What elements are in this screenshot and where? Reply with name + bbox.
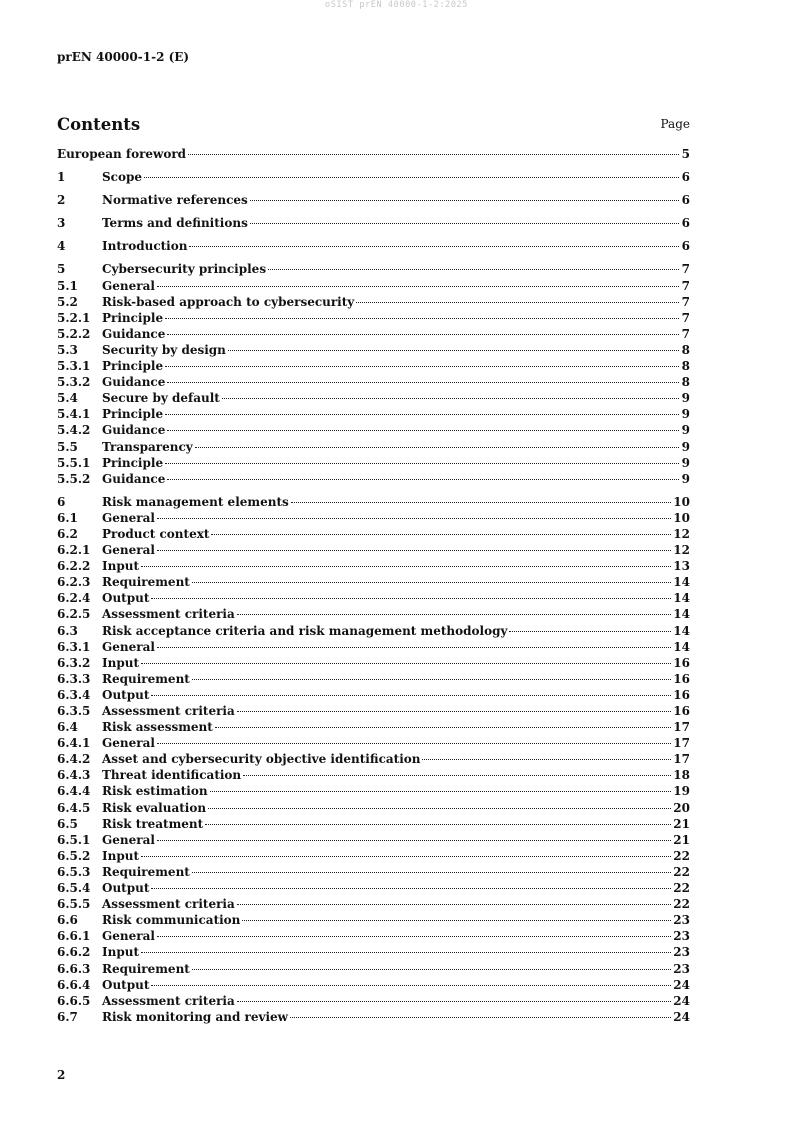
toc-entry-number: 6.6.2 [57,945,91,960]
toc-entry-title: Risk acceptance criteria and risk management methodology [102,623,508,638]
toc-leader-dots [237,711,672,712]
toc-leader-dots [165,414,679,415]
toc-entry-page: 17 [673,720,690,735]
toc-entry-page: 7 [681,310,690,325]
toc-entry-number: 5.3 [57,342,78,357]
toc-entry-page: 9 [681,423,690,438]
toc-leader-dots [167,479,679,480]
toc-entry-number: 6.5.5 [57,897,91,912]
toc-leader-dots [167,334,679,335]
toc-entry[interactable] [57,440,690,456]
toc-entry-number: 5.5 [57,439,78,454]
toc-entry-page: 8 [681,375,690,390]
toc-entry-page: 9 [681,439,690,454]
toc-leader-dots [192,872,671,873]
toc-entry-title: Input [102,848,139,863]
toc-leader-dots [215,727,671,728]
toc-entry-page: 22 [673,848,690,863]
toc-entry[interactable] [57,962,690,978]
toc-entry-title: General [102,278,155,293]
toc-entry-page: 18 [673,768,690,783]
toc-leader-dots [268,269,679,270]
toc-entry[interactable] [57,472,690,488]
toc-entry-number: 6.3.3 [57,671,91,686]
toc-entry-title: Product context [102,526,210,541]
toc-entry-page: 23 [673,961,690,976]
toc-entry-number: 6.5.1 [57,832,91,847]
toc-entry-title: General [102,736,155,751]
toc-entry-number: 5.4.2 [57,423,91,438]
toc-leader-dots [210,791,672,792]
toc-leader-dots [157,840,671,841]
toc-entry-title: Risk assessment [102,720,213,735]
toc-entry-page: 23 [673,913,690,928]
toc-entry[interactable] [57,1010,690,1026]
toc-entry-page: 24 [673,1009,690,1024]
toc-entry-number: 6.2.2 [57,559,91,574]
toc-entry-title: General [102,510,155,525]
toc-entry-number: 6.4.2 [57,752,91,767]
toc-entry-title: Risk evaluation [102,800,207,815]
toc-leader-dots [167,430,679,431]
toc-entry-number: 6.5 [57,816,78,831]
toc-entry-title: General [102,929,155,944]
toc-entry-number: 5 [57,262,66,277]
toc-entry[interactable] [57,375,690,391]
toc-entry-title: Guidance [102,375,166,390]
toc-entry-number: 5.2.1 [57,310,91,325]
toc-entry-number: 5.4 [57,391,78,406]
toc-entry-number: 1 [57,170,66,185]
toc-entry-number: 3 [57,216,66,231]
toc-entry[interactable] [57,543,690,559]
toc-entry-number: 6.6 [57,913,78,928]
toc-entry[interactable] [57,239,690,255]
toc-leader-dots [151,985,671,986]
toc-entry-title: Risk communication [102,913,241,928]
toc-entry-page: 20 [673,800,690,815]
toc-entry-title: Risk-based approach to cybersecurity [102,294,355,309]
toc-entry-page: 7 [681,262,690,277]
toc-leader-dots [192,582,671,583]
toc-entry[interactable] [57,945,690,961]
toc-leader-dots [141,856,671,857]
toc-entry-number: 6.3.5 [57,704,91,718]
toc-entry-page: 24 [673,993,690,1008]
toc-entry-title: Normative references [102,193,248,208]
toc-entry-page: 9 [681,471,690,486]
toc-leader-dots [422,759,671,760]
toc-entry-page: 12 [673,543,690,558]
toc-entry-number: 5.5.1 [57,455,91,470]
toc-entry-number: European foreword [57,147,187,161]
toc-leader-dots [141,952,671,953]
toc-entry[interactable] [57,511,690,527]
toc-entry-page: 17 [673,752,690,767]
toc-entry-number: 6.6.1 [57,929,91,944]
toc-leader-dots [157,936,671,937]
toc-leader-dots [243,775,671,776]
toc-entry-page: 16 [673,671,690,686]
toc-entry[interactable] [57,456,690,472]
toc-entry-page: 14 [673,639,690,654]
toc-entry[interactable] [57,607,690,623]
toc-entry-title: Asset and cybersecurity objective identification [102,752,421,767]
toc-leader-dots [141,663,671,664]
toc-entry[interactable] [57,978,690,994]
contents-title: Contents [57,115,141,134]
toc-entry-title: Introduction [102,239,188,254]
toc-entry-page: 14 [673,607,690,622]
toc-entry[interactable] [57,656,690,672]
toc-entry[interactable] [57,672,690,688]
toc-entry-number: 6.4.1 [57,736,91,751]
toc-entry[interactable] [57,768,690,784]
toc-leader-dots [195,447,679,448]
watermark: oSIST prEN 40000-1-2:2025 [325,0,468,10]
toc-leader-dots [237,1001,672,1002]
toc-leader-dots [290,1017,671,1018]
toc-entry[interactable] [57,170,690,186]
toc-leader-dots [151,888,671,889]
toc-entry-number: 6.3 [57,623,78,638]
toc-entry-title: General [102,543,155,558]
toc-entry-number: 2 [57,193,66,208]
toc-entry-number: 5.5.2 [57,471,91,486]
toc-entry-title: Principle [102,310,164,325]
toc-leader-dots [228,350,679,351]
toc-entry[interactable] [57,193,690,209]
footer-page-number: 2 [57,1068,66,1082]
toc-entry-page: 19 [673,784,690,799]
toc-entry[interactable] [57,720,690,736]
toc-entry-page: 23 [673,929,690,944]
toc-entry-page: 16 [673,704,690,718]
toc-entry-title: Principle [102,455,164,470]
toc-leader-dots [237,614,672,615]
toc-entry-title: Output [102,687,150,702]
toc-entry-page: 9 [681,391,690,406]
toc-entry-page: 7 [681,326,690,341]
toc-entry-number: 5.2 [57,294,78,309]
toc-entry[interactable] [57,279,690,295]
toc-entry-page: 21 [673,816,690,831]
toc-entry[interactable] [57,343,690,359]
toc-leader-dots [189,246,679,247]
toc-entry-title: Assessment criteria [102,704,235,718]
toc-entry[interactable] [57,865,690,881]
toc-entry-number: 5.3.1 [57,359,91,374]
toc-entry[interactable] [57,311,690,327]
toc-entry-title: Input [102,559,139,574]
toc-entry-title: Risk estimation [102,784,208,799]
toc-entry-title: Cybersecurity principles [102,262,267,277]
toc-entry-number: 6.2.5 [57,607,91,622]
toc-entry-page: 6 [681,193,690,208]
toc-entry-title: Output [102,977,150,992]
table-of-contents [57,147,690,1026]
toc-entry[interactable] [57,784,690,800]
toc-entry[interactable] [57,359,690,375]
toc-entry-number: 6.4.5 [57,800,91,815]
toc-leader-dots [242,920,671,921]
toc-entry[interactable] [57,391,690,407]
toc-entry-page: 10 [673,494,690,509]
toc-entry-page: 23 [673,945,690,960]
toc-entry[interactable] [57,327,690,343]
toc-entry-number: 6.4.4 [57,784,91,799]
toc-entry-title: General [102,832,155,847]
toc-entry-title: Terms and definitions [102,216,248,231]
toc-entry-page: 10 [673,510,690,525]
toc-entry-number: 6.3.1 [57,639,91,654]
toc-entry-title: Guidance [102,471,166,486]
toc-entry[interactable] [57,591,690,607]
toc-leader-dots [211,534,671,535]
toc-entry-number: 4 [57,239,66,254]
toc-entry-page: 14 [673,623,690,638]
toc-entry-page: 7 [681,294,690,309]
toc-entry[interactable] [57,736,690,752]
toc-entry-page: 8 [681,342,690,357]
toc-entry-title: Requirement [102,671,190,686]
toc-entry-page: 12 [673,526,690,541]
toc-entry-title: Risk management elements [102,494,289,509]
toc-leader-dots [237,904,672,905]
toc-entry-number: 6.4 [57,720,78,735]
toc-leader-dots [157,518,671,519]
toc-entry[interactable] [57,624,690,640]
toc-entry[interactable] [57,295,690,311]
toc-entry[interactable] [57,559,690,575]
toc-leader-dots [509,631,671,632]
toc-entry-page: 13 [673,559,690,574]
toc-entry-number: 6.6.3 [57,961,91,976]
toc-leader-dots [291,502,672,503]
toc-entry[interactable] [57,527,690,543]
toc-leader-dots [222,398,679,399]
toc-entry[interactable] [57,913,690,929]
toc-entry-page: 16 [673,687,690,702]
toc-entry-title: Threat identification [102,768,242,783]
toc-entry-number: 6.5.3 [57,864,91,879]
toc-entry-title: Principle [102,359,164,374]
toc-entry-page: 9 [681,407,690,422]
toc-entry[interactable] [57,881,690,897]
toc-entry-number: 6.7 [57,1009,78,1024]
toc-leader-dots [250,200,679,201]
toc-leader-dots [208,808,671,809]
toc-entry[interactable] [57,817,690,833]
toc-entry-page: 6 [681,239,690,254]
toc-entry-number: 6.1 [57,510,78,525]
toc-leader-dots [151,695,671,696]
toc-entry-page: 22 [673,881,690,896]
toc-entry-page: 5 [681,147,690,161]
toc-entry-page: 14 [673,591,690,606]
toc-entry[interactable] [57,929,690,945]
toc-leader-dots [250,223,679,224]
toc-entry[interactable] [57,423,690,439]
toc-entry-number: 6.6.5 [57,993,91,1008]
toc-leader-dots [157,647,671,648]
toc-entry-number: 5.1 [57,278,78,293]
toc-entry[interactable] [57,801,690,817]
toc-entry[interactable] [57,833,690,849]
toc-entry-page: 14 [673,575,690,590]
toc-entry[interactable] [57,495,690,511]
toc-entry[interactable] [57,575,690,591]
toc-entry[interactable] [57,216,690,232]
toc-leader-dots [165,463,679,464]
toc-entry-page: 8 [681,359,690,374]
toc-leader-dots [157,286,679,287]
toc-entry-title: Risk monitoring and review [102,1009,289,1024]
toc-entry-title: Scope [102,170,143,185]
toc-leader-dots [205,824,671,825]
toc-entry[interactable] [57,752,690,768]
toc-entry[interactable] [57,407,690,423]
toc-leader-dots [167,382,679,383]
toc-entry[interactable] [57,688,690,704]
toc-entry-title: Security by design [102,342,226,357]
document-id: prEN 40000-1-2 (E) [57,50,190,64]
toc-entry-number: 5.3.2 [57,375,91,390]
toc-leader-dots [157,550,671,551]
toc-leader-dots [157,743,671,744]
toc-leader-dots [192,969,671,970]
toc-entry-title: Assessment criteria [102,607,235,622]
toc-entry-page: 9 [681,455,690,470]
toc-entry[interactable] [57,897,690,913]
toc-entry[interactable] [57,994,690,1010]
toc-entry-number: 6.2.3 [57,575,91,590]
toc-entry-title: Input [102,655,139,670]
toc-entry-number: 6.3.2 [57,655,91,670]
toc-entry-title: Principle [102,407,164,422]
toc-leader-dots [165,366,679,367]
toc-entry-number: 6 [57,494,66,509]
toc-leader-dots [165,318,679,319]
toc-entry-number: 6.2 [57,526,78,541]
toc-entry-title: Requirement [102,961,190,976]
toc-entry-number: 6.2.4 [57,591,91,606]
toc-entry-page: 6 [681,216,690,231]
toc-entry-number: 6.5.2 [57,848,91,863]
toc-entry-title: Guidance [102,423,166,438]
toc-entry-page: 16 [673,655,690,670]
toc-leader-dots [356,302,679,303]
toc-leader-dots [144,177,679,178]
toc-entry-page: 24 [673,977,690,992]
toc-leader-dots [141,566,671,567]
toc-entry-title: General [102,639,155,654]
toc-entry-page: 22 [673,864,690,879]
toc-entry-title: Risk treatment [102,816,204,831]
toc-entry-title: Secure by default [102,391,220,406]
toc-entry-number: 6.4.3 [57,768,91,783]
toc-entry[interactable] [57,704,690,720]
toc-entry-title: Guidance [102,326,166,341]
toc-entry-page: 17 [673,736,690,751]
toc-entry-page: 21 [673,832,690,847]
toc-entry-title: Output [102,591,150,606]
toc-entry-page: 6 [681,170,690,185]
toc-entry-title: Output [102,881,150,896]
toc-entry-number: 6.6.4 [57,977,91,992]
toc-entry[interactable] [57,849,690,865]
toc-entry-title: Input [102,945,139,960]
page-column-label: Page [660,117,690,131]
toc-entry-page: 7 [681,278,690,293]
toc-leader-dots [188,154,679,155]
toc-entry-title: Assessment criteria [102,897,235,912]
toc-entry-number: 5.4.1 [57,407,91,422]
toc-entry-number: 5.2.2 [57,326,91,341]
toc-entry-number: 6.2.1 [57,543,91,558]
toc-entry-title: Requirement [102,864,190,879]
toc-entry-number: 6.5.4 [57,881,91,896]
toc-entry-title: Requirement [102,575,190,590]
toc-entry-number: 6.3.4 [57,687,91,702]
toc-entry[interactable] [57,640,690,656]
toc-entry[interactable] [57,147,690,163]
toc-entry-page: 22 [673,897,690,912]
toc-entry[interactable] [57,262,690,278]
toc-entry-title: Assessment criteria [102,993,235,1008]
toc-entry-title: Transparency [102,439,193,454]
toc-leader-dots [151,598,671,599]
toc-leader-dots [192,679,671,680]
